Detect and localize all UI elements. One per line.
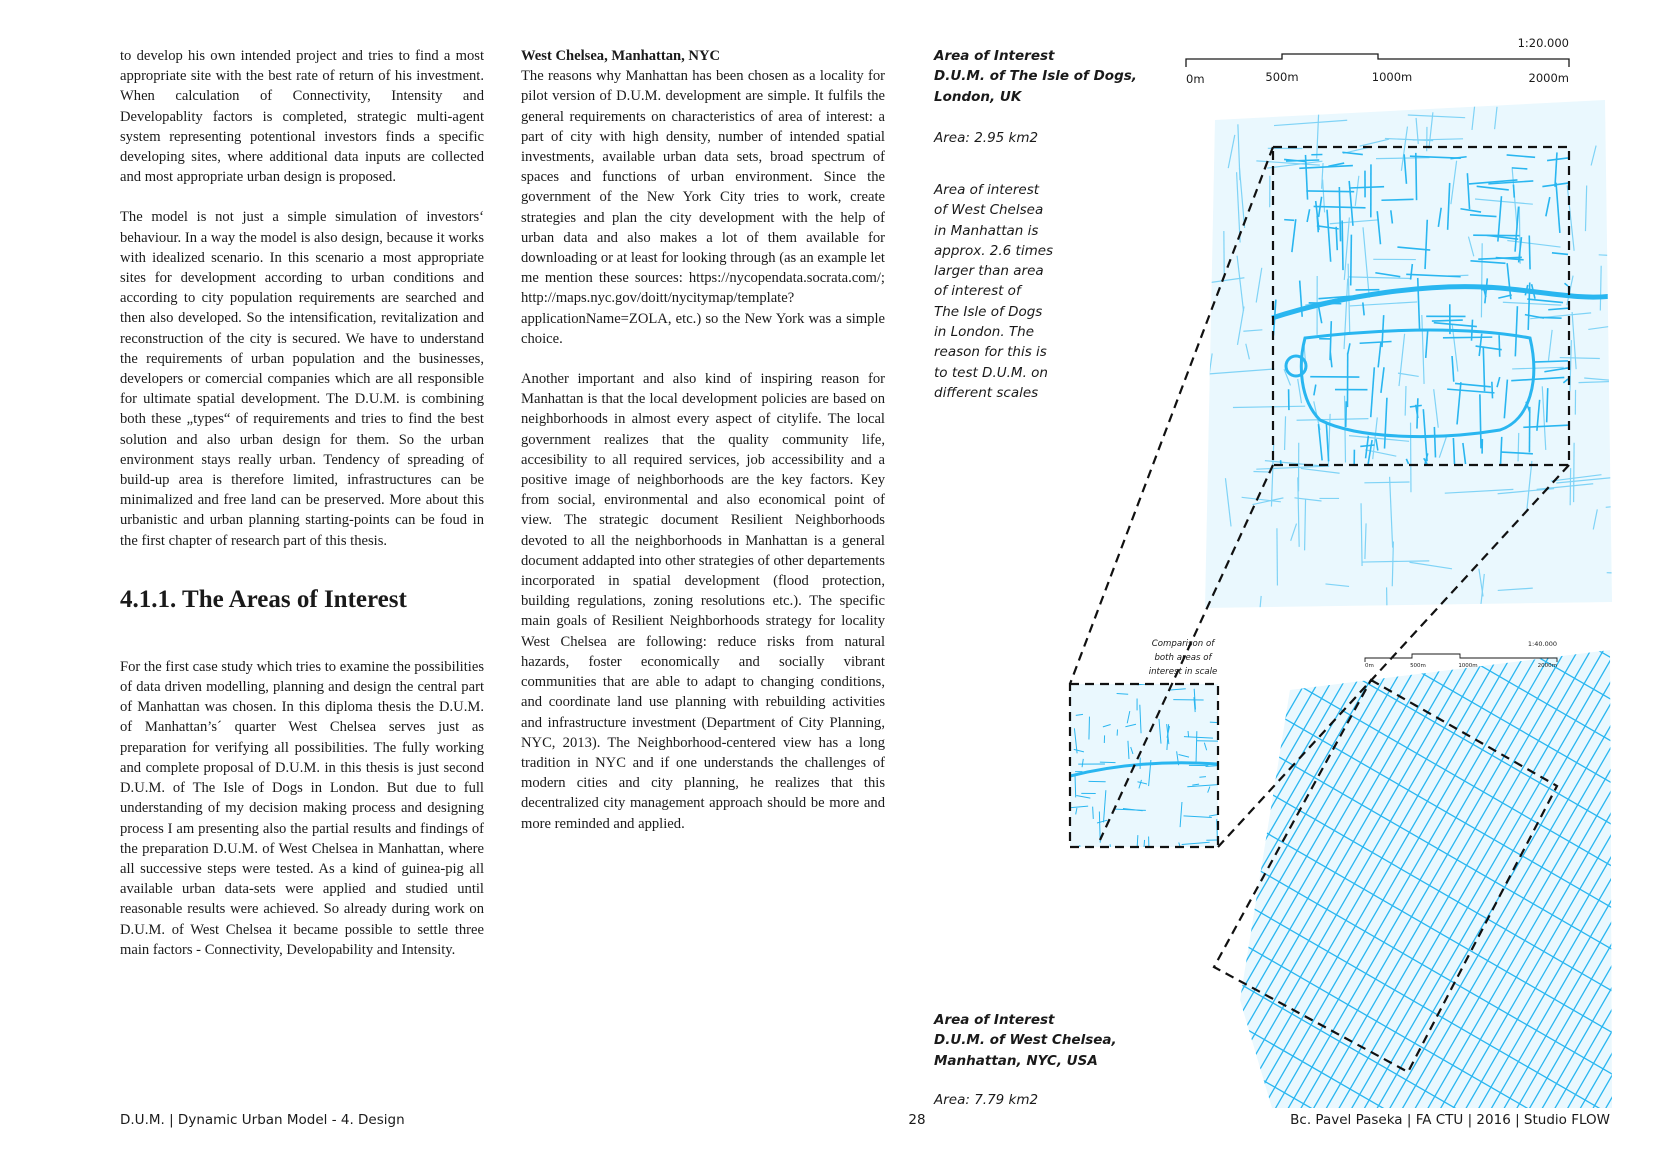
chelsea-area: Area: 7.79 km2: [934, 1092, 1039, 1108]
street-line: [1405, 386, 1406, 416]
street-line: [1481, 243, 1482, 317]
street-line: [1284, 220, 1294, 221]
comparison-label-line-2: both areas of: [1154, 653, 1212, 663]
note-line: different scales: [934, 384, 1039, 401]
footer-left: D.U.M. | Dynamic Urban Model - 4. Design: [120, 1112, 405, 1128]
note-line: of West Chelsea: [934, 202, 1044, 219]
main-scale-ratio: 1:20.000: [1517, 36, 1569, 50]
street-line: [1201, 261, 1208, 326]
street-line: [1610, 235, 1613, 297]
street-line: [1499, 335, 1500, 357]
small-scale-tick-0: 0m: [1365, 663, 1374, 669]
street-line: [1381, 199, 1413, 200]
note-line: Area of interest: [934, 182, 1040, 198]
street-line: [1351, 235, 1352, 286]
street-line: [1607, 573, 1654, 575]
london-title-line-3: London, UK: [934, 88, 1022, 105]
street-line: [1492, 382, 1493, 399]
street-line: [1600, 266, 1601, 311]
left-paragraph-1: to develop his own intended project and tries to find a most appropriate site with the best rate of return of his investment. When calculation of Connectivity, Intensity and Developablity factors is completed, strategic multi-agent system representing potentional investors finds a specific developing sites, where additional data inputs are collected and most appropriate urban design is proposed.: [120, 48, 484, 186]
chelsea-title-line-3: Manhattan, NYC, USA: [934, 1052, 1098, 1069]
street-line: [1453, 438, 1454, 464]
main-scale-tick-2000: 2000m: [1528, 71, 1569, 85]
main-scale-tick-1000: 1000m: [1371, 70, 1413, 84]
street-line: [1093, 807, 1094, 819]
street-line: [1286, 160, 1319, 161]
street-line: [1611, 436, 1616, 492]
street-line: [1432, 320, 1463, 321]
middle-paragraph-1: The reasons why Manhattan has been chosen as a locality for pilot version of D.U.M. development are simple. It fulfils the general requirements on characteristics of area of interest: a part of city with high density, number of intended spatial investments, available urban data sets, broad spectrum of spaces and functions of urban environment. Since the government of the New York City tries to work, create strategies and plan the city development with the help of urban data and also makes a lot of them available for downloading or at least for looking through (as an example let me mention these sources: https://nycopendata.socrata.com/; http://maps.nyc.gov/doitt/nycitymap/template?applicationName=ZOLA, etc.) so the New York was a simple choice.: [521, 68, 885, 347]
london-street-map: [1200, 95, 1654, 661]
left-paragraph-2: The model is not just a simple simulation of investors‘ behaviour. In a way the model is also design, because it works with idealized scenario. In this scenario a most appropriate sites for development according to urban conditions and according to city population requirements are searched and then also developed. So the intensification, revitalization and reconstruction of the city is secured. We have to understand the requirements of urban population and the businesses, developers or comercial companies which are all responsible for ultimate spatial development. The D.U.M. is combining both these „types“ of requirements and tries to find the best solution and also urban design for them. So the urban environment stays really urban. Tendency of spreading of build-up area is therefore limited, infrastructures can be minimalized and free land can be preserved. More about this urbanistic and urban planning starting-points can be foud in the first chapter of research part of this thesis.: [120, 209, 484, 549]
london-title-line-2: D.U.M. of The Isle of Dogs,: [934, 68, 1137, 85]
middle-paragraph-2: Another important and also kind of inspiring reason for Manhattan is that the local development policies are based on neighborhoods in almost every aspect of citylife. The local government realizes that the quality community life, accesibility to all required services, job accessibility and a positive image of neighborhoods are the key factors. Key from social, environmental and also economical point of view. The strategic document Resilient Neighborhoods devoted to all the neighborhoods in Manhattan is a general document addapted into other strategies of other departements incorporated in spatial development (flood protection, building regulations, zoning resolutions etc.). The specific main goals of Resilient Neighborhoods strategy for locality West Chelsea are following: reduce risks from natural hazards, foster economically and socially vibrant communities that are able to adapt to changing conditions, and coordinate land use planning with rebuilding activities and infrastructure investment (Department of City Planning, NYC, 2013). The Neighborhood-centered view has a long tradition in NYC and if one understands the challenges of modern cities and city planning, he realizes that this decentralized city management approach should be more and more reminded and applied.: [521, 371, 885, 832]
street-line: [1336, 227, 1337, 250]
street-line: [1529, 235, 1530, 269]
street-line: [1364, 482, 1409, 483]
street-line: [1277, 528, 1278, 585]
street-line: [1443, 337, 1492, 338]
street-line: [1206, 166, 1210, 211]
small-scale-ratio: 1:40.000: [1527, 640, 1557, 648]
street-line: [1306, 191, 1354, 192]
street-line: [1387, 587, 1388, 627]
street-line: [1197, 741, 1228, 742]
note-line: larger than area: [934, 263, 1044, 280]
street-line: [1417, 398, 1418, 428]
note-line: in Manhattan is: [934, 222, 1039, 239]
small-scale-tick-1000: 1000m: [1458, 663, 1478, 669]
main-scale-bar: [1186, 36, 1569, 86]
street-line: [1434, 427, 1435, 458]
comparison-label: [1149, 639, 1218, 677]
main-scale-tick-500: 500m: [1265, 70, 1299, 84]
middle-subheading: West Chelsea, Manhattan, NYC: [521, 48, 721, 64]
street-line: [1416, 153, 1417, 200]
street-line: [1512, 168, 1527, 169]
street-line: [1547, 388, 1548, 422]
chelsea-title-line-2: D.U.M. of West Chelsea,: [934, 1032, 1117, 1049]
street-line: [1188, 731, 1189, 737]
note-line: in London. The: [934, 324, 1035, 341]
london-area: Area: 2.95 km2: [934, 130, 1039, 146]
small-scale-tick-2000: 2000m: [1537, 663, 1557, 669]
note-line: approx. 2.6 times: [934, 242, 1054, 259]
street-line: [1110, 844, 1112, 877]
section-heading: 4.1.1. The Areas of Interest: [120, 585, 407, 613]
chelsea-title-line-1: Area of Interest: [934, 1012, 1055, 1028]
street-line: [1619, 107, 1620, 136]
comparison-label-line-1: Comparison of: [1151, 639, 1215, 649]
page-number: 28: [908, 1112, 926, 1128]
note-line: of interest of: [934, 283, 1021, 300]
note-line: The Isle of Dogs: [934, 303, 1043, 320]
london-title-line-1: Area of Interest: [934, 48, 1055, 64]
street-line: [1269, 99, 1289, 100]
street-line: [1199, 777, 1206, 778]
small-scale-tick-500: 500m: [1410, 663, 1426, 669]
main-scale-tick-0: 0m: [1186, 72, 1205, 86]
note-line: reason for this is: [934, 344, 1047, 361]
street-line: [1611, 418, 1617, 447]
left-paragraph-3: For the first case study which tries to examine the possibilities of data driven modelling, planning and design the central part of Manhattan was chosen. In this diploma thesis the D.U.M. of Manhattan’s´ quarter West Chelsea serves just as preparation for verifying all possibilities. The fully working and complete proposal of D.U.M. in this thesis is just second D.U.M. of The Isle of Dogs in London. But due to full understanding of my decision making process and designing process I am presenting also the partial results and findings of the preparation D.U.M. of West Chelsea in Manhattan, where all successive steps were tested. As a kind of guinea-pig all available urban data-sets were applied and studied until reasonable results were achieved. So already during work on D.U.M. of West Chelsea it became possible to settle three main factors - Connectivity, Developability and Intensity.: [120, 658, 484, 958]
street-line: [1253, 472, 1270, 473]
street-line: [1089, 717, 1090, 740]
street-line: [1080, 845, 1081, 858]
footer-right: Bc. Pavel Paseka | FA CTU | 2016 | Studio FLOW: [1290, 1112, 1610, 1128]
note-line: to test D.U.M. on: [934, 364, 1048, 381]
street-line: [1513, 185, 1514, 198]
street-line: [1342, 221, 1343, 271]
street-line: [1317, 216, 1318, 233]
street-line: [1518, 433, 1519, 461]
street-line: [1100, 762, 1116, 763]
street-line: [1611, 103, 1618, 156]
comparison-label-line-3: interest in scale: [1148, 667, 1218, 677]
